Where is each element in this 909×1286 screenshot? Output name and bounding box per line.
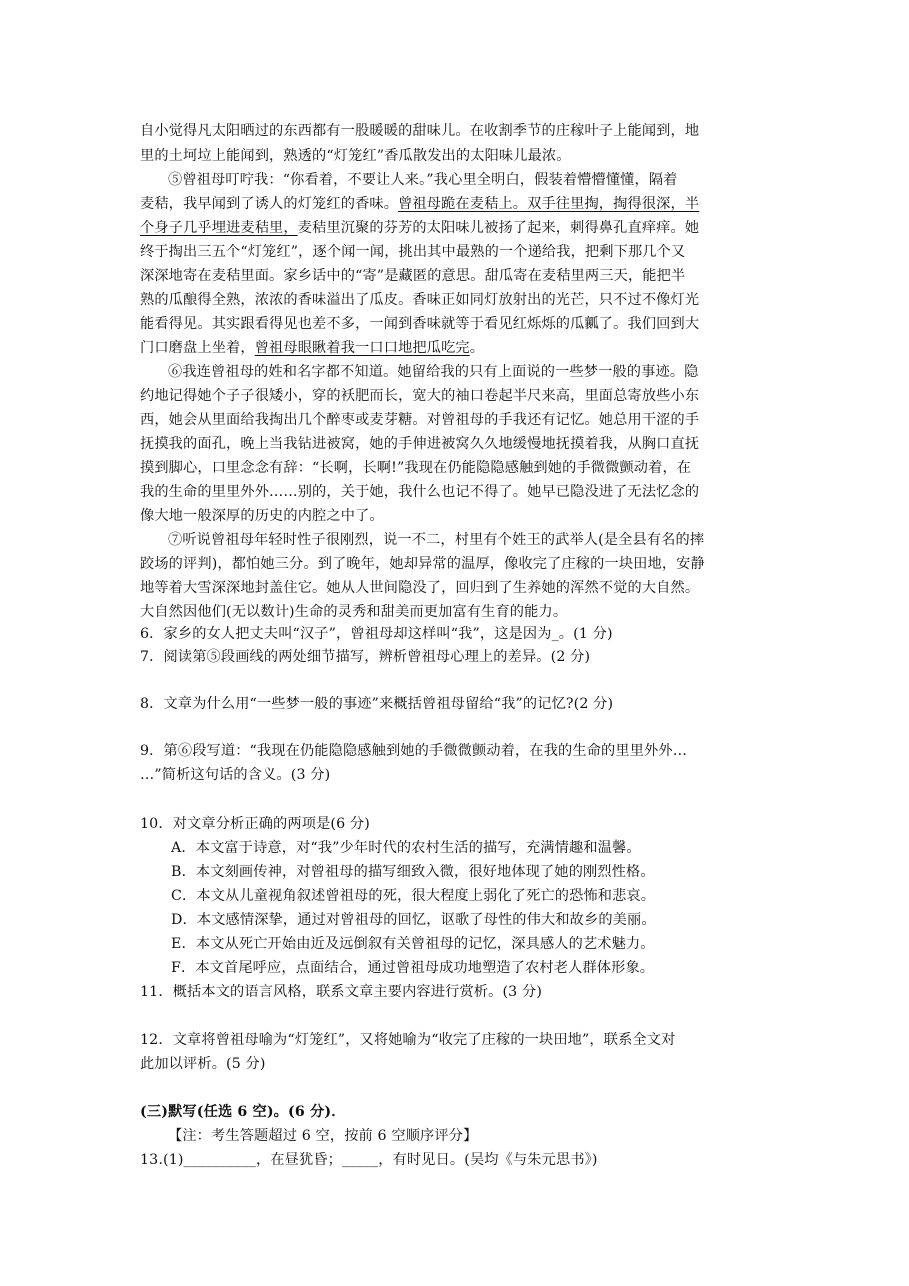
paragraph-6-line-2: 约地记得她个子子很矮小，穿的袄肥而长，宽大的袖口卷起半尺来高，里面总寄放些小东	[140, 388, 700, 404]
question-12-line-1: 12．文章将曾祖母喻为“灯笼红”，又将她喻为“收完了庄稼的一块田地”，联系全文对	[140, 1032, 676, 1048]
paragraph-7-line-1: ⑦听说曾祖母年轻时性子很刚烈，说一不二，村里有个姓王的武举人(是全县有名的摔	[168, 532, 705, 548]
paragraph-5-line-6: 熟的瓜酿得全熟，浓浓的香味溢出了瓜皮。香味正如同灯放射出的光芒，只不过不像灯光	[140, 292, 700, 308]
question-11: 11．概括本文的语言风格，联系文章主要内容进行赏析。(3 分)	[140, 984, 542, 1000]
question-7: 7．阅读第⑤段画线的两处细节描写，辨析曾祖母心理上的差异。(2 分)	[140, 649, 591, 665]
question-6: 6．家乡的女人把丈夫叫“汉子”，曾祖母却这样叫“我”，这是因为_。(1 分)	[140, 626, 613, 642]
paragraph-7-line-2: 跤场的评判)，都怕她三分。到了晚年，她却异常的温厚，像收完了庄稼的一块田地，安静	[140, 556, 705, 572]
question-9-line-1: 9．第⑥段写道：“我现在仍能隐隐感触到她的手微微颤动着，在我的生命的里里外外…	[140, 743, 688, 759]
question-10-option-e: E．本文从死亡开始由近及远倒叙有关曾祖母的记忆，深具感人的艺术魅力。	[171, 936, 655, 952]
underlined-detail-1-cont: 个身子几乎埋进麦秸里，	[140, 220, 298, 236]
paragraph-4-line-2: 里的土坷垃上能闻到，熟透的“灯笼红”香瓜散发出的太阳味儿最浓。	[140, 148, 571, 164]
paragraph-5-line-3	[140, 218, 780, 238]
question-10-option-d: D．本文感情深挚，通过对曾祖母的回忆，讴歌了母性的伟大和故乡的美丽。	[171, 912, 656, 928]
paragraph-5-line-4: 终于掏出三五个“灯笼红”，逐个闻一闻，挑出其中最熟的一个递给我，把剩下那几个又	[140, 244, 686, 260]
paragraph-5-line-1: ⑤曾祖母叮咛我：“你看着，不要让人来。”我心里全明白，假装着懵懵懂懂，隔着	[168, 172, 678, 188]
question-8: 8．文章为什么用“一些梦一般的事迹”来概括曾祖母留给“我”的记忆?(2 分)	[140, 696, 614, 712]
question-12-line-2: 此加以评析。(5 分)	[140, 1056, 266, 1072]
paragraph-5-line-8	[140, 338, 780, 358]
paragraph-5-text: 。	[469, 340, 485, 356]
section-3-note: 【注：考生答题超过 6 空，按前 6 空顺序评分】	[168, 1128, 478, 1144]
paragraph-4-line-1: 自小觉得凡太阳晒过的东西都有一股暖暖的甜味儿。在收割季节的庄稼叶子上能闻到，地	[140, 123, 700, 139]
paragraph-5-text: 麦秸里沉聚的芬芳的太阳味儿被扬了起来，刺得鼻孔直痒痒。她	[297, 220, 700, 236]
paragraph-5-text: 门口磨盘上坐着，	[140, 340, 255, 356]
paragraph-6-line-1: ⑥我连曾祖母的姓和名字都不知道。她留给我的只有上面说的一些梦一般的事迹。隐	[168, 364, 699, 380]
section-3-title: (三)默写(任选 6 空)。(6 分)．	[140, 1104, 346, 1120]
question-9-line-2: …”简析这句话的含义。(3 分)	[140, 767, 331, 783]
paragraph-7-line-3: 地等着大雪深深地封盖住它。她从人世间隐没了，回归到了生养她的浑然不觉的大自然。	[140, 580, 700, 596]
question-10-stem: 10．对文章分析正确的两项是(6 分)	[140, 816, 370, 832]
underlined-detail-1: 曾祖母跪在麦秸上。双手往里掏，掏得很深，半	[398, 196, 700, 212]
paragraph-6-line-6: 我的生命的里里外外……别的，关于她，我什么也记不得了。她早已隐没进了无法忆念的	[140, 484, 700, 500]
underlined-detail-2: 曾祖母眼瞅着我一口口地把瓜吃完	[254, 340, 470, 356]
paragraph-6-line-3: 西，她会从里面给我掏出几个醉枣或麦芽糖。对曾祖母的手我还有记忆。她总用干涩的手	[140, 412, 700, 428]
question-10-option-f: F．本文首尾呼应，点面结合，通过曾祖母成功地塑造了农村老人群体形象。	[171, 960, 655, 976]
paragraph-6-line-4: 抚摸我的面孔，晚上当我钻进被窝，她的手伸进被窝久久地缓慢地抚摸着我，从胸口直抚	[140, 436, 700, 452]
paragraph-6-line-5: 摸到脚心，口里念念有辞：“长啊，长啊!”我现在仍能隐隐感触到她的手微微颤动着，在	[140, 460, 692, 476]
paragraph-5-line-5: 深深地寄在麦秸里面。家乡话中的“寄”是藏匿的意思。甜瓜寄在麦秸里两三天，能把半	[140, 268, 686, 284]
question-10-option-b: B．本文刻画传神，对曾祖母的描写细致入微，很好地体现了她的刚烈性格。	[171, 864, 655, 880]
question-10-option-c: C．本文从儿童视角叙述曾祖母的死，很大程度上弱化了死亡的恐怖和悲哀。	[171, 888, 656, 904]
paragraph-5-text: 麦秸，我早闻到了诱人的灯笼红的香味。	[140, 196, 399, 212]
paragraph-6-line-7: 像大地一般深厚的历史的内腔之中了。	[140, 508, 384, 524]
paragraph-5-line-7: 能看得见。其实跟看得见也差不多，一闻到香味就等于看见红烁烁的瓜瓤了。我们回到大	[140, 316, 700, 332]
question-10-option-a: A．本文富于诗意，对“我”少年时代的农村生活的描写，充满情趣和温馨。	[171, 840, 641, 856]
paragraph-7-line-4: 大自然因他们(无以数计)生命的灵秀和甜美而更加富有生育的能力。	[140, 604, 568, 620]
question-13: 13.(1)__________，在昼犹昏；_____，有时见日。(吴均《与朱元思书》)	[140, 1152, 598, 1168]
paragraph-5-line-2	[140, 194, 780, 214]
